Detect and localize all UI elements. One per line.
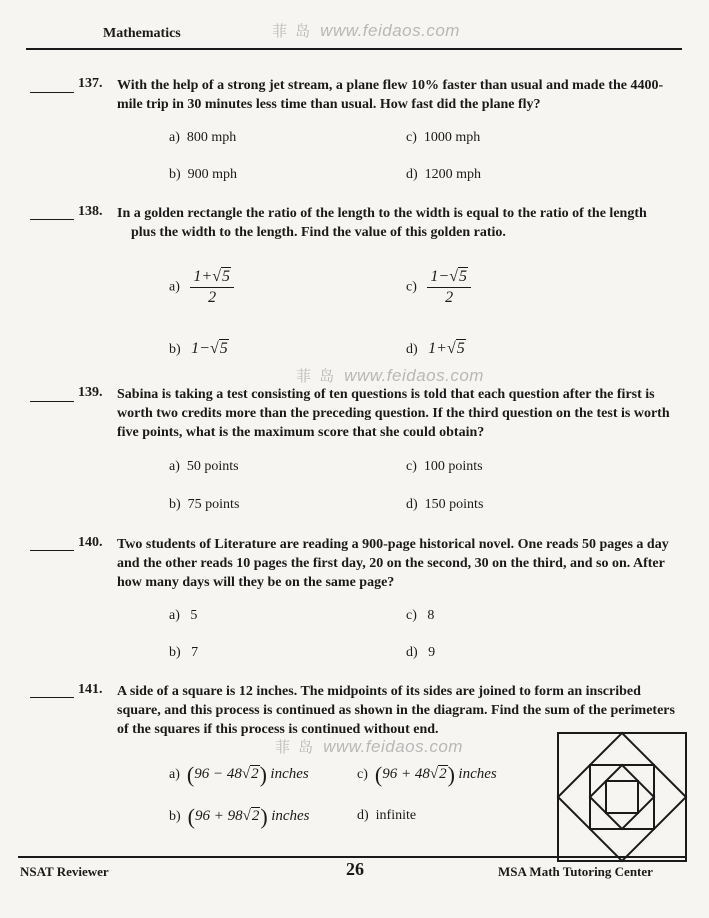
option-label: c) xyxy=(406,459,417,474)
option-label: d) xyxy=(357,808,369,823)
option-value: 900 mph xyxy=(187,167,238,182)
option-value: 150 points xyxy=(424,497,484,512)
option-label: c) xyxy=(406,130,417,145)
square-1 xyxy=(558,733,686,861)
question-number-141: 141. xyxy=(78,682,103,697)
answer-blank-138[interactable] xyxy=(30,219,74,220)
option-138-a[interactable] xyxy=(169,268,234,307)
footer-rule xyxy=(18,856,686,858)
numerator-text: 1+ xyxy=(193,268,213,285)
option-label: c) xyxy=(357,767,368,783)
sqrt-symbol: √2 xyxy=(242,808,260,825)
text-line: mile trip in 30 minutes less time than usual. How fast did the plane fly? xyxy=(117,97,541,112)
expr-text: 96 + 48 xyxy=(382,766,430,783)
radicand: 2 xyxy=(251,808,260,825)
option-value: 8 xyxy=(427,608,435,623)
radicand: 5 xyxy=(456,340,465,357)
page-number: 26 xyxy=(346,859,364,879)
sqrt-symbol: √5 xyxy=(212,268,230,285)
text-line: plus the width to the length. Find the value of this golden ratio. xyxy=(131,225,506,240)
sqrt-symbol: √2 xyxy=(429,766,447,783)
fraction xyxy=(427,268,471,307)
expr-text: 1− xyxy=(191,340,210,357)
option-141-b[interactable]: b) (96 + 98√2) inches xyxy=(169,804,310,829)
watermark-cjk: 菲 岛 xyxy=(275,739,316,756)
radicand: 2 xyxy=(439,766,447,783)
answer-blank-137[interactable] xyxy=(30,92,74,93)
option-label: b) xyxy=(169,167,181,182)
text-line: worth two credits more than the preceding question. If the third question on the test is worth xyxy=(117,406,670,421)
text-line: A side of a square is 12 inches. The midpoints of its sides are joined to form an inscribed xyxy=(117,684,641,699)
option-label: d) xyxy=(406,342,418,357)
option-141-d[interactable] xyxy=(357,808,416,824)
text-line: of the squares if this process is continued without end. xyxy=(117,722,439,737)
text-line: Two students of Literature are reading a 900-page historical novel. One reads 50 pages a day xyxy=(117,537,669,552)
option-138-b[interactable] xyxy=(169,340,229,358)
option-value: 800 mph xyxy=(186,130,237,145)
option-value: 50 points xyxy=(186,459,239,474)
option-value: 7 xyxy=(191,645,199,660)
option-141-a[interactable]: a) (96 − 48√2) inches xyxy=(169,762,309,787)
footer-left: NSAT Reviewer xyxy=(20,864,109,879)
text-line: With the help of a strong jet stream, a plane flew 10% faster than usual and made the 4400- xyxy=(117,78,664,93)
option-139-d[interactable] xyxy=(406,497,483,513)
expr-text: 96 − 48 xyxy=(194,766,242,783)
option-label: b) xyxy=(169,497,181,512)
option-139-c[interactable] xyxy=(406,459,483,475)
question-number-137: 137. xyxy=(78,76,103,91)
text-line: In a golden rectangle the ratio of the length to the width is equal to the ratio of the length xyxy=(117,206,647,221)
option-value: 100 points xyxy=(423,459,483,474)
question-text-137 xyxy=(117,76,663,114)
option-label: a) xyxy=(169,608,180,623)
square-2 xyxy=(558,733,686,861)
option-value: infinite xyxy=(375,808,417,823)
denominator: 2 xyxy=(208,289,217,306)
question-text-140 xyxy=(117,535,669,592)
answer-blank-139[interactable] xyxy=(30,401,74,402)
unit: inches xyxy=(458,766,497,783)
radicand: 5 xyxy=(458,268,467,285)
denominator: 2 xyxy=(445,289,454,306)
answer-blank-140[interactable] xyxy=(30,550,74,551)
watermark-url: www.feidaos.com xyxy=(323,737,463,756)
option-label: d) xyxy=(406,645,418,660)
watermark-bottom xyxy=(275,736,463,757)
answer-blank-141[interactable] xyxy=(30,697,74,698)
radicand: 5 xyxy=(219,340,228,357)
option-label: a) xyxy=(169,279,180,295)
option-label: c) xyxy=(406,279,417,295)
option-label: b) xyxy=(169,809,181,825)
question-number-138: 138. xyxy=(78,204,103,219)
footer-right: MSA Math Tutoring Center xyxy=(498,864,653,879)
sqrt-symbol: √5 xyxy=(446,340,465,357)
option-label: b) xyxy=(169,342,181,357)
sqrt-symbol: √5 xyxy=(449,268,467,285)
option-140-c[interactable] xyxy=(406,608,434,624)
nested-squares-diagram xyxy=(556,731,688,863)
watermark-cjk: 菲 岛 xyxy=(296,368,337,385)
option-label: d) xyxy=(406,497,418,512)
header-subject: Mathematics xyxy=(103,26,181,41)
option-137-b[interactable] xyxy=(169,167,237,183)
square-4 xyxy=(590,765,654,829)
option-139-a[interactable] xyxy=(169,459,239,475)
watermark-url: www.feidaos.com xyxy=(320,21,460,40)
option-label: c) xyxy=(406,608,417,623)
option-value: 75 points xyxy=(187,497,240,512)
option-value: 1000 mph xyxy=(423,130,481,145)
unit: inches xyxy=(271,808,310,825)
option-label: a) xyxy=(169,459,180,474)
fraction xyxy=(190,268,234,307)
option-139-b[interactable] xyxy=(169,497,239,513)
option-140-b[interactable] xyxy=(169,645,198,661)
question-number-140: 140. xyxy=(78,535,103,550)
square-5 xyxy=(606,781,638,813)
sqrt-symbol: √5 xyxy=(209,340,228,357)
question-number-139: 139. xyxy=(78,385,103,400)
header-rule xyxy=(26,48,682,50)
question-text-139 xyxy=(117,385,670,442)
expr-text: 1+ xyxy=(428,340,447,357)
option-137-a[interactable] xyxy=(169,130,236,146)
option-138-c[interactable] xyxy=(406,268,471,307)
sqrt-symbol: √2 xyxy=(241,766,259,783)
option-label: a) xyxy=(169,767,180,783)
text-line: Sabina is taking a test consisting of ten questions is told that each question after the first is xyxy=(117,387,655,402)
option-label: a) xyxy=(169,130,180,145)
option-138-d[interactable] xyxy=(406,340,466,358)
text-line: and the other reads 10 pages the first day, 20 on the second, 30 on the third, and so on. After xyxy=(117,556,665,571)
square-3 xyxy=(590,765,654,829)
text-line: how many days will they be on the same page? xyxy=(117,575,395,590)
option-137-d[interactable] xyxy=(406,167,481,183)
option-label: d) xyxy=(406,167,418,182)
watermark-top xyxy=(272,20,460,41)
option-137-c[interactable] xyxy=(406,130,480,146)
watermark-url: www.feidaos.com xyxy=(344,366,484,385)
text-line: square, and this process is continued as shown in the diagram. Find the sum of the perimeters xyxy=(117,703,675,718)
expr-text: 96 + 98 xyxy=(195,808,243,825)
option-141-c[interactable]: c) (96 + 48√2) inches xyxy=(357,762,497,787)
radicand: 5 xyxy=(221,268,230,285)
text-line: five points, what is the maximum score that she could obtain? xyxy=(117,425,485,440)
watermark-middle xyxy=(296,365,484,386)
option-140-d[interactable] xyxy=(406,645,435,661)
radicand: 2 xyxy=(251,766,259,783)
option-140-a[interactable] xyxy=(169,608,197,624)
unit: inches xyxy=(270,766,309,783)
numerator-text: 1− xyxy=(430,268,450,285)
watermark-cjk: 菲 岛 xyxy=(272,23,313,40)
option-value: 5 xyxy=(190,608,198,623)
option-value: 1200 mph xyxy=(424,167,482,182)
question-text-138 xyxy=(117,204,647,242)
option-label: b) xyxy=(169,645,181,660)
option-value: 9 xyxy=(428,645,436,660)
